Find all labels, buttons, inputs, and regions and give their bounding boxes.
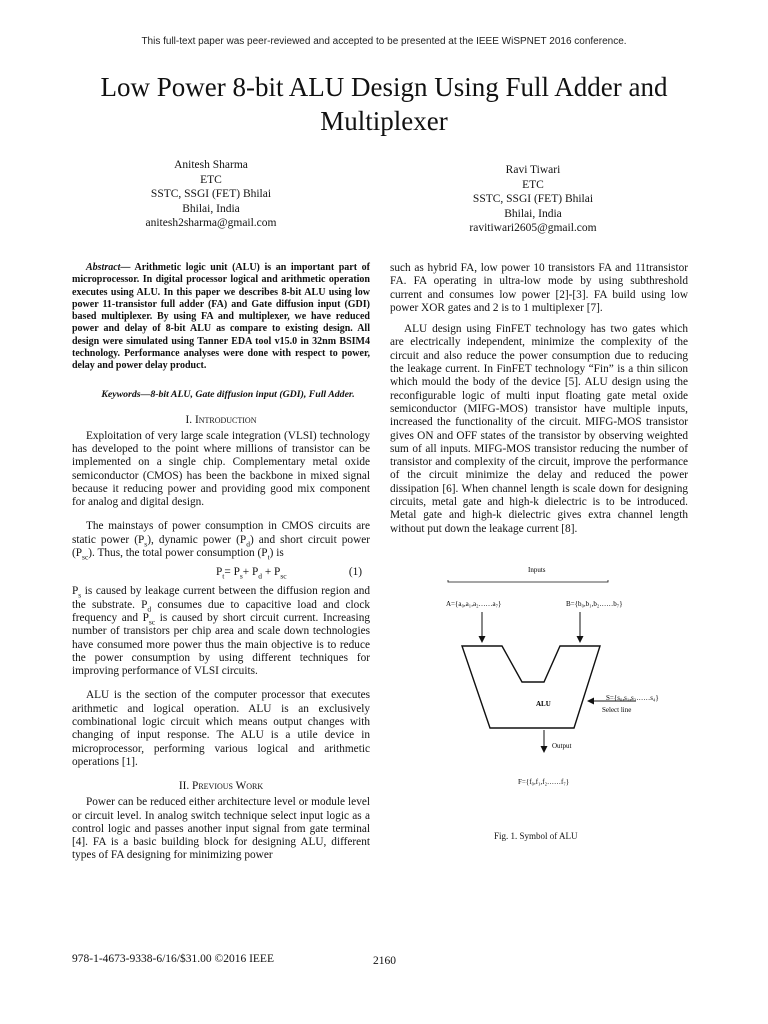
title-line-1: Low Power 8-bit ALU Design Using Full Adder and	[100, 72, 668, 102]
right-column	[390, 262, 688, 536]
section-2-number: II.	[178, 780, 190, 793]
abstract-text: Arithmetic logic unit (ALU) is an important part of microprocessor. In digital processor logical and arithmetic operation executes using ALU. In this paper we describes 8-bit ALU using low power 11-transistor full adder (FA) and Gate diffusion input (GDI) based multiplexer. By using FA and multiplexer, we have reduced power and delay of 8-bit ALU as compare to existing design. All design were simulated using Tanner EDA tool v15.0 in 32nm BSIM4 technology. Performance analyses were done with respect to power, delay and power delay product.	[72, 262, 370, 372]
title-line-2: Multiplexer	[320, 106, 448, 136]
equation-1	[72, 563, 370, 583]
alu-symbol-figure	[438, 560, 668, 795]
author-2-location: Bhilai, India	[504, 207, 562, 220]
output-bus-label: F={f₀,f₁,f₂……f₇}	[518, 778, 570, 786]
intro-paragraph-4: ALU is the section of the computer processor that executes arithmetic and logical operation. ALU is an exclusively combinational logic circuit which means output changes with changing of input response. The ALU is a utile device in microprocessor, performing various logical and arithmetic operations [1].	[72, 689, 370, 768]
author-2-dept: ETC	[522, 178, 544, 191]
author-2-email: ravitiwari2605@gmail.com	[469, 222, 597, 234]
input-b-label: B={b₀,b₁,b₂……b₇}	[566, 600, 623, 608]
author-1-institution: SSTC, SSGI (FET) Bhilai	[150, 188, 272, 200]
author-2-name: Ravi Tiwari	[505, 164, 561, 176]
page-number: 2160	[373, 955, 396, 967]
inputs-brace	[448, 580, 608, 582]
inputs-label: Inputs	[528, 566, 546, 574]
author-1-name: Anitesh Sharma	[174, 159, 248, 171]
input-a-label: A={a₀,a₁,a₂……a₇}	[446, 600, 502, 608]
abstract-label: Abstract—	[86, 262, 131, 273]
author-1-location: Bhilai, India	[182, 202, 240, 215]
section-2-heading	[72, 779, 370, 793]
select-bus-label: S={s₀,s₁,s₂……s₄}	[606, 694, 659, 702]
equation-body: $P_t= P_s+ P_d + P_{sc}$	[216, 566, 287, 581]
conference-notice: This full-text paper was peer-reviewed and accepted to be presented at the IEEE WiSPNET 2016 conference.	[141, 36, 627, 47]
intro-paragraph-2: The mainstays of power consumption in CMOS circuits are static power $(P_s)$, dynamic power $(P_d)$ and short circuit power $(P_{sc})$. Thus, the total power consumption $(P_t)$ is	[72, 520, 371, 562]
previous-work-paragraph-2: such as hybrid FA, low power 10 transistors FA and 11transistor FA. FA operating in ultra-low mode by using subthreshold current and consumes low power [2]-[3]. FA build using low power XOR gates and 2 is to 1 multiplexer [7].	[390, 262, 688, 314]
figure-caption: Fig. 1. Symbol of ALU	[494, 831, 578, 841]
section-1-title: Introduction	[194, 413, 257, 426]
previous-work-paragraph-3: ALU design using FinFET technology has two gates which are electrically independent, minimize the complexity of the circuit and also reduce the power consumption due to reducing the leakage current. In FinFET technology “Fin” is a thin silicon which mould the body of the device [5]. ALU design using the reconfigurable logic of multi input floating gate metal oxide semiconductor (MIFG-MOS) transistor have multiple inputs, increased the functionality of the circuit. MIFG-MOS transistor gives ON and OFF states of the transistor by observing weighted sum of all inputs. MIFG-MOS transistor reducing the number of transistor and complexity of the circuit, improve the performance of the circuit minimize the delay and reduced the power dissipation [6]. When channel length is scale down for designing circuits, metal gate and high-k dielectric is to be introduced. Metal gate and high-k dielectric gives extra channel length without put down the leakage current [8].	[390, 323, 688, 535]
paper-title	[40, 70, 728, 138]
author-1-dept: ETC	[200, 173, 222, 186]
intro-paragraph-1: Exploitation of very large scale integration (VLSI) technology has developed to the point where millions of transistor can be implemented on a single chip. Complementary metal oxide semiconductor (CMOS) has been the backbone in mixed signal because it reducing power and providing good mix component for analog and digital design.	[72, 429, 370, 509]
author-2-block	[418, 163, 648, 236]
section-2-title: Previous Work	[192, 780, 264, 793]
author-1-email: anitesh2sharma@gmail.com	[145, 217, 277, 229]
select-line-label: Select line	[602, 706, 632, 714]
section-1-number: I.	[185, 413, 193, 426]
footer-copyright: 978-1-4673-9338-6/16/$31.00 ©2016 IEEE	[72, 953, 274, 965]
author-2-institution: SSTC, SSGI (FET) Bhilai	[472, 193, 594, 205]
section-1-heading	[72, 413, 370, 427]
output-label: Output	[552, 742, 572, 750]
equation-number: (1)	[348, 566, 362, 579]
previous-work-paragraph-1: Power can be reduced either architecture level or module level or circuit level. In analog switch technique select input logic as a control logic and passes another input signal from gate terminal [4]. FA is a basic building block for designing ALU, different types of FA designing for minimizing power	[72, 796, 370, 862]
keywords: Keywords—8-bit ALU, Gate diffusion input (GDI), Full Adder.	[101, 388, 355, 400]
author-1-block	[96, 158, 326, 231]
alu-label: ALU	[536, 700, 551, 708]
abstract	[72, 262, 370, 373]
alu-symbol-shape	[462, 646, 600, 728]
intro-paragraph-3: $P_s$ is caused by leakage current between the diffusion region and the substrate. $P_d$ consumes due to capacitive load and clock frequency and $P_{sc}$ is caused by short circuit current. Increasing number of transistors per chip area and scale down technologies have consumed more power thus the main objective is to reduce the power consumption by using different techniques for improving performance of VLSI circuits.	[72, 585, 370, 678]
left-column	[72, 262, 370, 863]
